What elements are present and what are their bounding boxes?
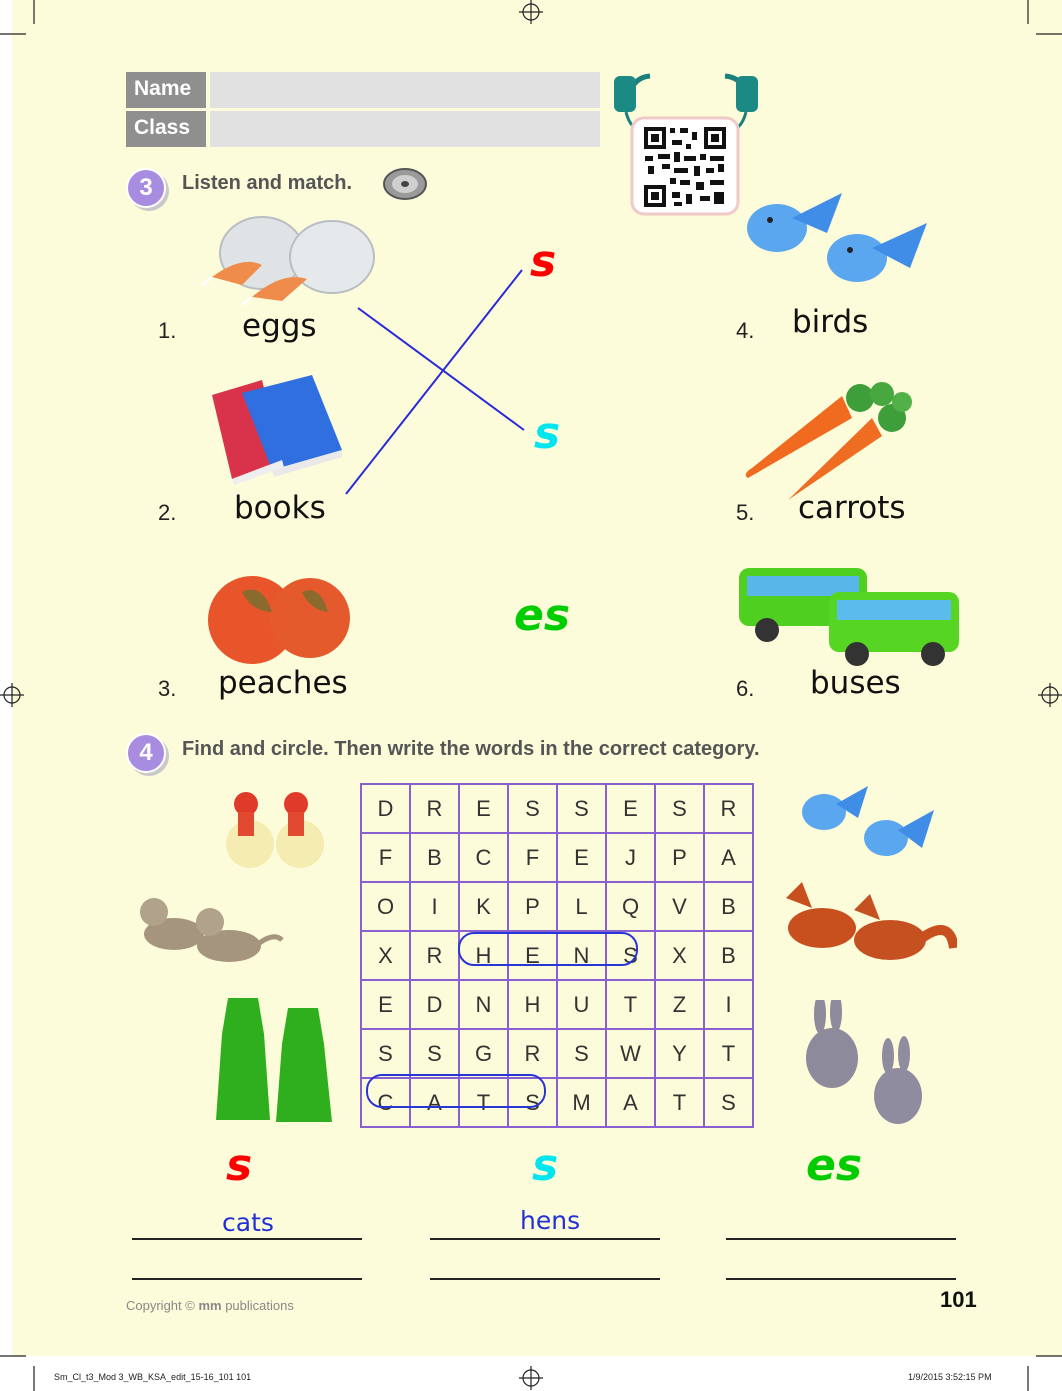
grid-cell[interactable]: A — [606, 1078, 655, 1127]
grid-cell[interactable]: N — [459, 980, 508, 1029]
grid-cell[interactable]: B — [704, 931, 753, 980]
grid-cell[interactable]: P — [655, 833, 704, 882]
grid-cell[interactable]: T — [655, 1078, 704, 1127]
grid-cell[interactable]: K — [459, 882, 508, 931]
grid-cell[interactable]: B — [410, 833, 459, 882]
category-es-green: es — [806, 1140, 863, 1191]
slug-file-info: Sm_Cl_t3_Mod 3_WB_KSA_edit_15-16_101 101 — [54, 1372, 252, 1382]
grid-cell[interactable]: S — [361, 1029, 410, 1078]
grid-cell[interactable]: E — [361, 980, 410, 1029]
grid-cell[interactable]: A — [410, 1078, 459, 1127]
grid-cell[interactable]: S — [508, 784, 557, 833]
class-label: Class — [126, 111, 206, 147]
grid-cell[interactable]: C — [459, 833, 508, 882]
grid-cell[interactable]: S — [557, 1029, 606, 1078]
name-label: Name — [126, 72, 206, 108]
item-4-number: 4. — [736, 318, 755, 343]
grid-cell[interactable]: F — [361, 833, 410, 882]
grid-cell[interactable]: S — [704, 1078, 753, 1127]
exercise-3-badge: 3 — [126, 168, 166, 208]
grid-cell[interactable]: N — [557, 931, 606, 980]
grid-cell[interactable]: Q — [606, 882, 655, 931]
answer-cats[interactable]: cats — [222, 1208, 274, 1237]
grid-cell[interactable]: O — [361, 882, 410, 931]
grid-cell[interactable]: T — [606, 980, 655, 1029]
grid-cell[interactable]: D — [361, 784, 410, 833]
grid-cell[interactable]: E — [459, 784, 508, 833]
grid-cell[interactable]: G — [459, 1029, 508, 1078]
grid-cell[interactable]: I — [704, 980, 753, 1029]
grid-cell[interactable]: V — [655, 882, 704, 931]
grid-cell[interactable]: E — [508, 931, 557, 980]
item-5-word: carrots — [798, 490, 906, 526]
item-3-number: 3. — [158, 676, 177, 701]
grid-cell[interactable]: P — [508, 882, 557, 931]
copyright-suffix: publications — [225, 1298, 294, 1313]
grid-cell[interactable]: J — [606, 833, 655, 882]
slug-date-info: 1/9/2015 3:52:15 PM — [908, 1372, 992, 1382]
grid-cell[interactable]: S — [557, 784, 606, 833]
grid-cell[interactable]: F — [508, 833, 557, 882]
exercise-3-instruction: Listen and match. — [182, 172, 353, 194]
exercise-4-badge: 4 — [126, 733, 166, 773]
item-5-number: 5. — [736, 500, 755, 525]
grid-cell[interactable]: R — [410, 931, 459, 980]
grid-cell[interactable]: B — [704, 882, 753, 931]
grid-cell[interactable]: S — [606, 931, 655, 980]
grid-cell[interactable]: E — [557, 833, 606, 882]
grid-cell[interactable]: R — [410, 784, 459, 833]
grid-cell[interactable]: X — [361, 931, 410, 980]
category-s-red: s — [226, 1140, 253, 1191]
grid-cell[interactable]: D — [410, 980, 459, 1029]
grid-cell[interactable]: S — [508, 1078, 557, 1127]
grid-cell[interactable]: T — [704, 1029, 753, 1078]
grid-cell[interactable]: Y — [655, 1029, 704, 1078]
exercise-4-instruction: Find and circle. Then write the words in the correct category. — [182, 738, 760, 760]
ending-es-green[interactable]: es — [514, 590, 571, 641]
grid-cell[interactable]: H — [459, 931, 508, 980]
grid-cell[interactable]: U — [557, 980, 606, 1029]
grid-cell[interactable]: T — [459, 1078, 508, 1127]
item-6-number: 6. — [736, 676, 755, 701]
grid-cell[interactable]: A — [704, 833, 753, 882]
grid-cell[interactable]: C — [361, 1078, 410, 1127]
answer-hens[interactable]: hens — [520, 1206, 581, 1235]
grid-cell[interactable]: I — [410, 882, 459, 931]
ending-s-cyan[interactable]: s — [534, 408, 561, 459]
copyright-brand: mm — [198, 1298, 222, 1313]
page-number: 101 — [940, 1287, 977, 1312]
grid-cell[interactable]: Z — [655, 980, 704, 1029]
grid-cell[interactable]: X — [655, 931, 704, 980]
item-2-word: books — [234, 490, 326, 526]
item-1-number: 1. — [158, 318, 177, 343]
copyright-prefix: Copyright © — [126, 1298, 195, 1313]
grid-cell[interactable]: H — [508, 980, 557, 1029]
ending-s-red[interactable]: s — [530, 236, 557, 287]
grid-cell[interactable]: S — [410, 1029, 459, 1078]
grid-cell[interactable]: W — [606, 1029, 655, 1078]
category-s-cyan: s — [532, 1140, 559, 1191]
grid-cell[interactable]: L — [557, 882, 606, 931]
item-4-word: birds — [792, 304, 869, 340]
item-2-number: 2. — [158, 500, 177, 525]
grid-cell[interactable]: E — [606, 784, 655, 833]
item-3-word: peaches — [218, 665, 348, 701]
grid-cell[interactable]: M — [557, 1078, 606, 1127]
grid-cell[interactable]: R — [704, 784, 753, 833]
grid-cell[interactable]: R — [508, 1029, 557, 1078]
item-1-word: eggs — [242, 308, 317, 344]
grid-cell[interactable]: S — [655, 784, 704, 833]
item-6-word: buses — [810, 665, 901, 701]
